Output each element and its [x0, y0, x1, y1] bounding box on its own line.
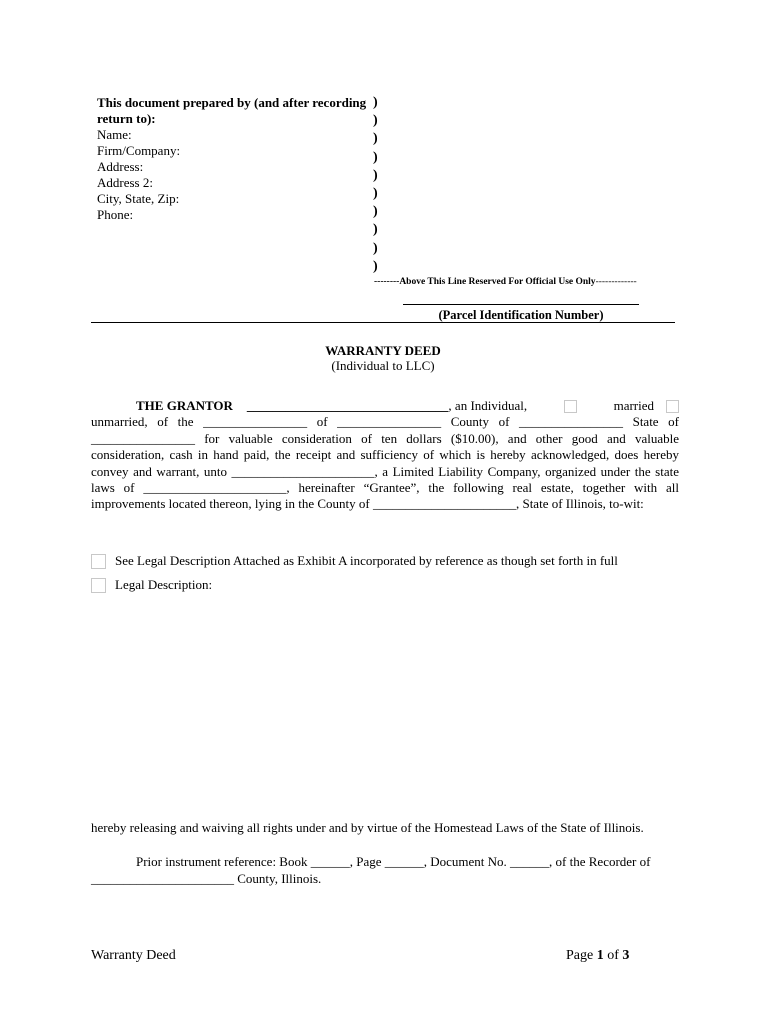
preparer-address2-label: Address 2: — [97, 175, 153, 190]
pin-signature-line — [403, 304, 639, 305]
preparer-name-label: Name: — [97, 127, 132, 142]
grantor-lead: THE GRANTOR — [136, 398, 233, 413]
page-current: 1 — [596, 948, 604, 963]
bracket: ) — [373, 258, 378, 274]
bracket: ) — [373, 240, 378, 256]
grantor-first-line — [91, 398, 679, 414]
reserved-dashes-right: ------------- — [595, 277, 637, 287]
preparer-heading: This document prepared by (and after recording return to): — [97, 95, 367, 126]
exhibit-label: See Legal Description Attached as Exhibit A incorporated by reference as though set forth in full — [115, 553, 618, 568]
pin-label: (Parcel Identification Number) — [438, 308, 604, 322]
prior-line-1: Prior instrument reference: Book ______, Page ______, Document No. ______, of the Recorder of — [136, 854, 651, 869]
preparer-block — [97, 95, 367, 223]
bracket: ) — [373, 167, 378, 183]
exhibit-checkbox[interactable] — [91, 554, 106, 569]
unmarried-checkbox[interactable] — [666, 400, 679, 413]
bracket: ) — [373, 131, 378, 147]
legal-description-checkbox[interactable] — [91, 578, 106, 593]
grantor-individual-text: , an Individual, — [448, 398, 528, 413]
reserved-line — [374, 277, 637, 287]
preparer-firm-label: Firm/Company: — [97, 143, 181, 158]
prior-line-2: ______________________ County, Illinois. — [91, 871, 322, 886]
grantor-paragraph — [91, 398, 679, 513]
bracket: ) — [373, 113, 378, 129]
bracket: ) — [373, 95, 378, 110]
homestead-clause: hereby releasing and waiving all rights under and by virtue of the Homestead Laws of the State of Illinois. — [91, 820, 644, 835]
bracket: ) — [373, 149, 378, 165]
option-exhibit — [91, 553, 618, 569]
preparer-address-label: Address: — [97, 159, 144, 174]
document-title: WARRANTY DEED — [325, 343, 441, 358]
bracket: ) — [373, 222, 378, 238]
legal-description-label: Legal Description: — [115, 577, 213, 592]
reserved-text: Above This Line Reserved For Official Use Only — [399, 277, 596, 287]
option-legal-description — [91, 577, 212, 593]
married-checkbox[interactable] — [564, 400, 577, 413]
reserved-dashes-left: -------- — [374, 277, 400, 287]
footer-document-name: Warranty Deed — [91, 948, 176, 963]
page-of: of — [607, 948, 619, 963]
page-total: 3 — [622, 948, 630, 963]
grantor-name-blank: _______________________________ — [246, 398, 449, 413]
bracket-column — [373, 94, 378, 276]
bracket: ) — [373, 186, 378, 202]
document-subtitle: (Individual to LLC) — [331, 358, 435, 373]
footer-page-number — [566, 948, 629, 964]
page-label: Page — [566, 948, 594, 963]
bracket: ) — [373, 204, 378, 220]
prior-instrument — [91, 853, 679, 887]
preparer-phone-label: Phone: — [97, 207, 134, 222]
preparer-city-state-zip-label: City, State, Zip: — [97, 191, 180, 206]
grantor-body: unmarried, of the ________________ of ________________ County of ________________ State of ________________ for valuable consideration of ten dollars ($10.00), and other good and valuable consideration, cash in hand paid, the receipt and sufficiency of which is hereby acknowledged, does hereby convey and warrant, unto ______________________, a Limited Liability Company, organized under the state laws of ______________________, hereinafter “Grantee”, the following real estate, together with all improvements located thereon, lying in the County of ______________________, State of Illinois, to-wit: — [91, 414, 679, 512]
married-label: married — [613, 398, 654, 413]
header-divider — [91, 322, 675, 323]
